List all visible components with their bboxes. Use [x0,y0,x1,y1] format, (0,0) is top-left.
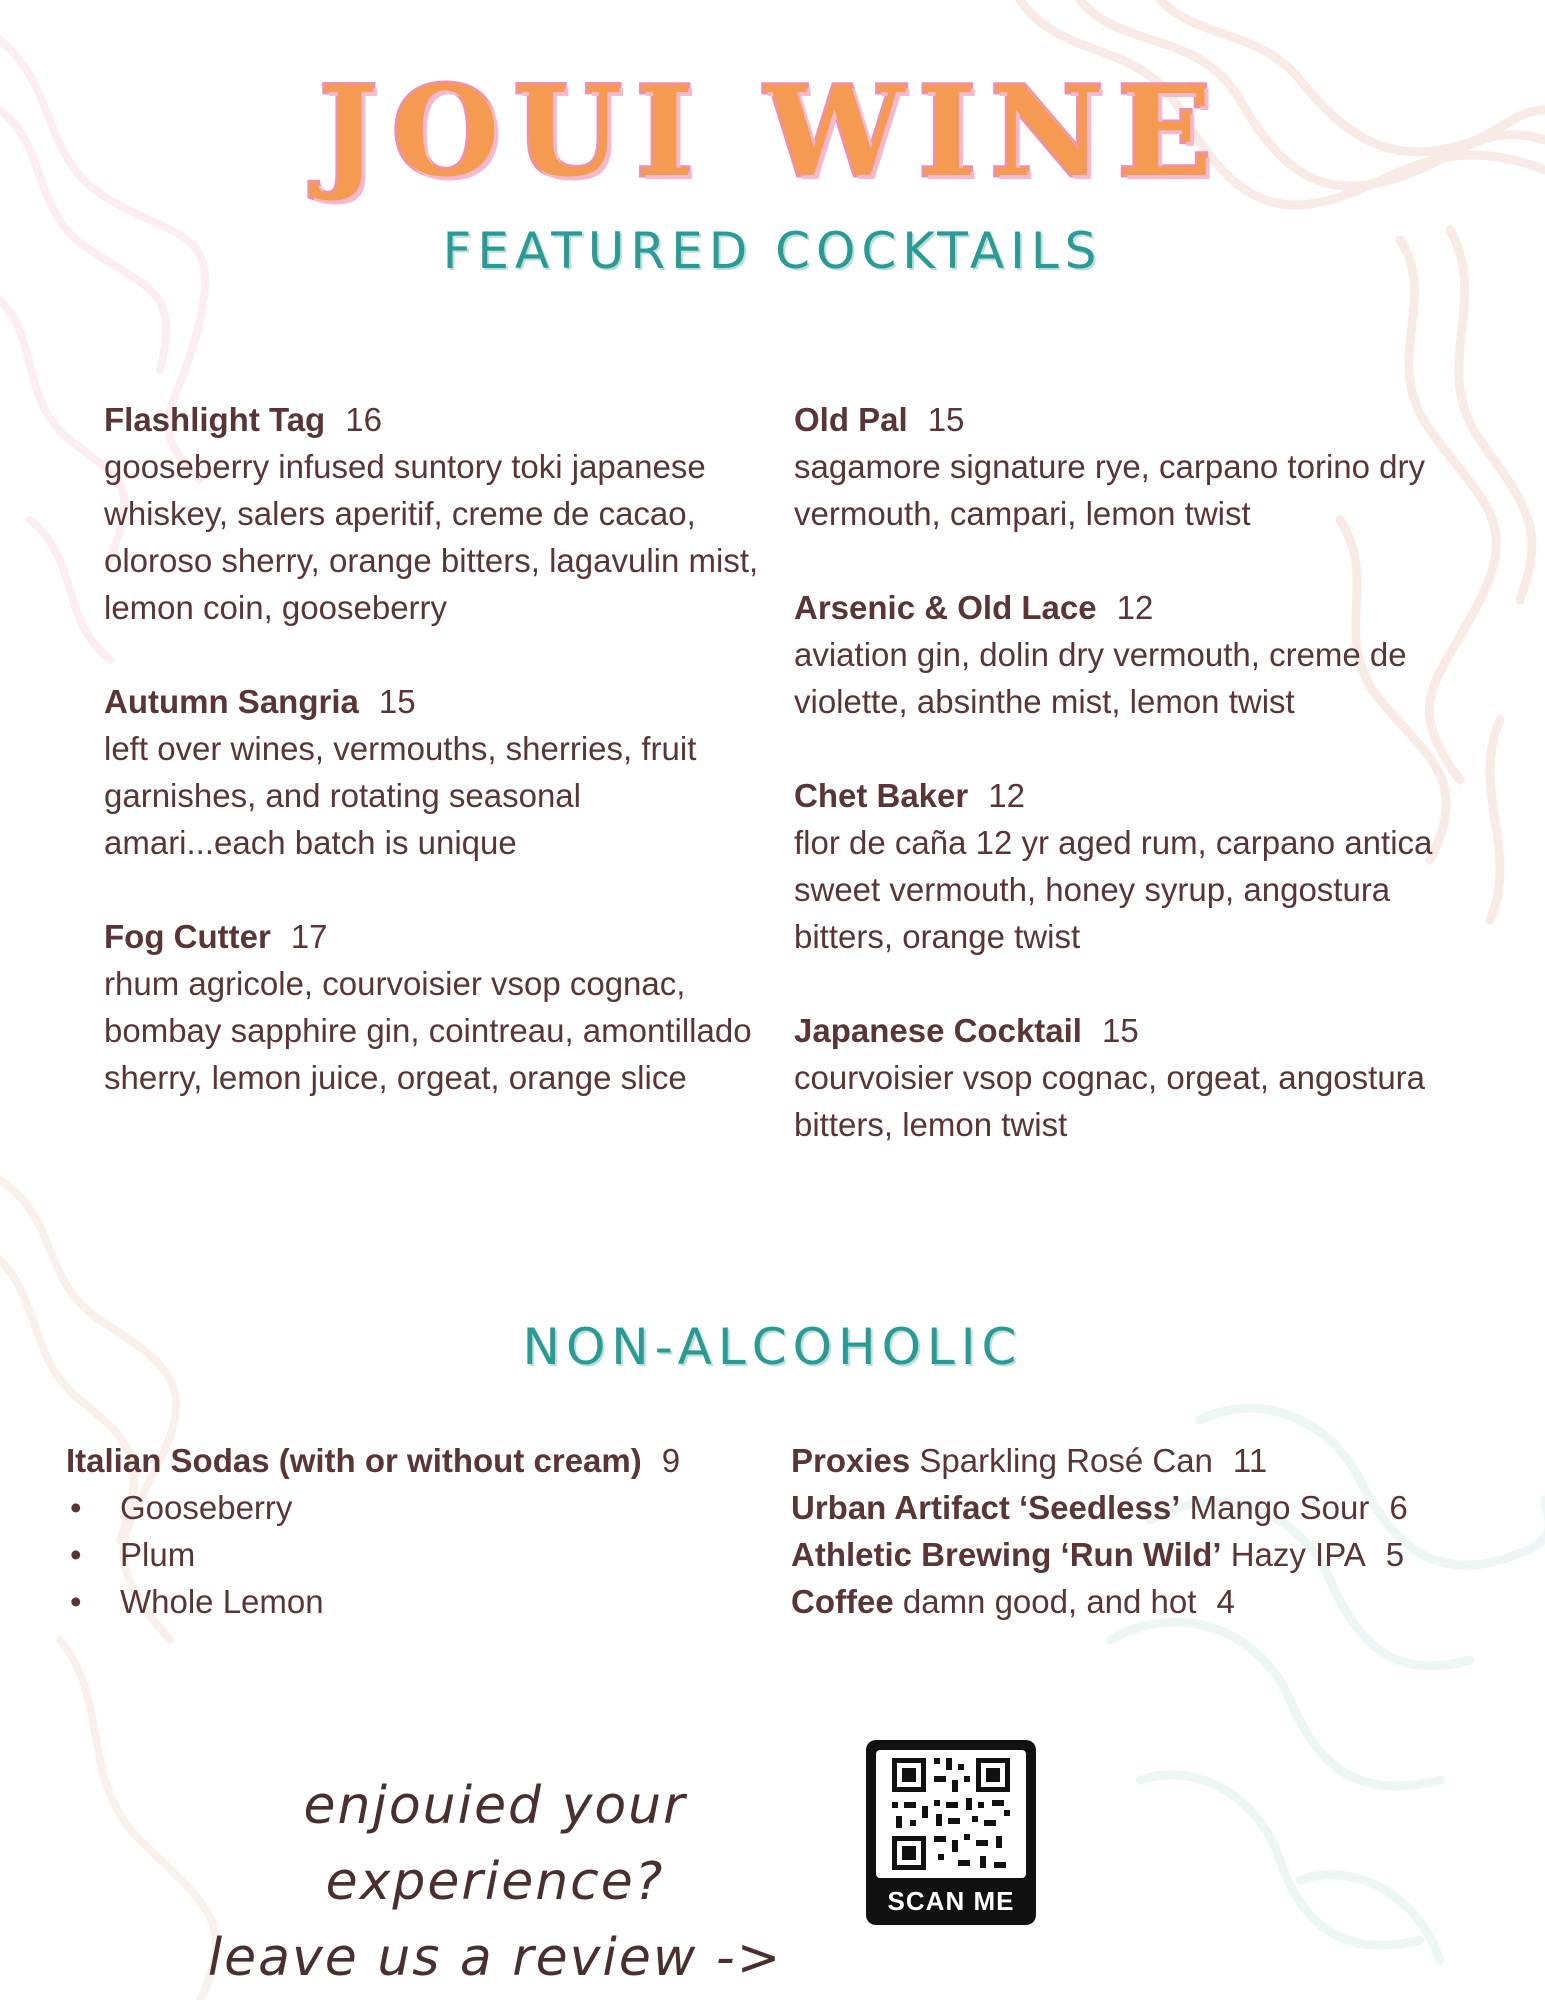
item-name: Chet Baker [794,777,969,814]
drink-desc: Mango Sour [1189,1489,1370,1526]
item-price: 15 [927,401,965,438]
drink-brand: Coffee [791,1583,894,1620]
soda-flavor-list [66,1484,766,1625]
list-item: • Gooseberry [66,1484,766,1531]
brand-logo: JOUI WINE [318,60,1227,205]
drink-desc: Hazy IPA [1230,1536,1366,1573]
item-price: 12 [988,777,1025,814]
item-name: Autumn Sangria [104,683,359,720]
drink-price: 11 [1232,1442,1268,1479]
qr-code-pattern [876,1750,1026,1878]
review-line-1: enjouied your experience? [303,1776,687,1912]
drink-desc: Sparkling Rosé Can [919,1442,1213,1479]
item-name: Arsenic & Old Lace [794,589,1097,626]
sodas-note: (with or without cream) [278,1442,642,1479]
sodas-price: 9 [661,1442,681,1479]
review-prompt [150,1768,840,1996]
drink-price: 5 [1385,1536,1405,1573]
item-name: Japanese Cocktail [794,1012,1082,1049]
list-item [791,1437,1511,1484]
item-name: Old Pal [794,401,908,438]
featured-cocktails-heading: FEATURED COCKTAILS [442,222,1103,280]
non-alcoholic-drinks-list [791,1437,1511,1625]
item-price: 16 [345,401,382,438]
menu-item [104,678,764,866]
list-item [791,1484,1511,1531]
cocktail-column-right [794,396,1454,1195]
qr-scan-label: SCAN ME [887,1886,1015,1916]
menu-item [104,396,764,631]
italian-sodas-block [66,1437,766,1625]
item-description: courvoisier vsop cognac, orgeat, angostura bitters, lemon twist [794,1059,1426,1143]
item-description: flor de caña 12 yr aged rum, carpano antica sweet vermouth, honey syrup, angostura bitters, orange twist [794,824,1433,955]
item-description: sagamore signature rye, carpano torino dry vermouth, campari, lemon twist [794,448,1425,532]
drink-brand: Athletic Brewing ‘Run Wild’ [791,1536,1222,1573]
item-description: left over wines, vermouths, sherries, fruit garnishes, and rotating seasonal amari...each batch is unique [104,730,697,861]
non-alcoholic-heading: NON-ALCOHOLIC [522,1318,1023,1376]
drink-price: 6 [1389,1489,1408,1526]
item-name: Fog Cutter [104,918,271,955]
menu-item [794,1007,1454,1148]
menu-item [794,584,1454,725]
item-price: 17 [290,918,328,955]
list-item: • Whole Lemon [66,1578,766,1625]
menu-item [104,913,764,1101]
drink-price: 4 [1216,1583,1235,1620]
menu-item [794,772,1454,960]
menu-item [794,396,1454,537]
review-line-2: leave us a review -> [207,1928,783,1988]
qr-icon [876,1750,1026,1878]
sodas-name: Italian Sodas [66,1442,270,1479]
item-name: Flashlight Tag [104,401,326,438]
item-price: 12 [1116,589,1154,626]
drink-desc: damn good, and hot [902,1583,1197,1620]
list-item [791,1531,1511,1578]
drink-brand: Proxies [791,1442,911,1479]
list-item: • Plum [66,1531,766,1578]
item-price: 15 [1101,1012,1139,1049]
item-description: aviation gin, dolin dry vermouth, creme de violette, absinthe mist, lemon twist [794,636,1407,720]
qr-code[interactable] [866,1740,1036,1925]
item-description: gooseberry infused suntory toki japanese whiskey, salers aperitif, creme de cacao, oloroso sherry, orange bitters, lagavulin mist, lemon coin, gooseberry [104,448,759,626]
item-description: rhum agricole, courvoisier vsop cognac, bombay sapphire gin, cointreau, amontillado sherry, lemon juice, orgeat, orange slice [104,965,752,1096]
item-price: 15 [378,683,416,720]
list-item [791,1578,1511,1625]
cocktail-column-left [104,396,764,1148]
drink-brand: Urban Artifact ‘Seedless’ [791,1489,1181,1526]
